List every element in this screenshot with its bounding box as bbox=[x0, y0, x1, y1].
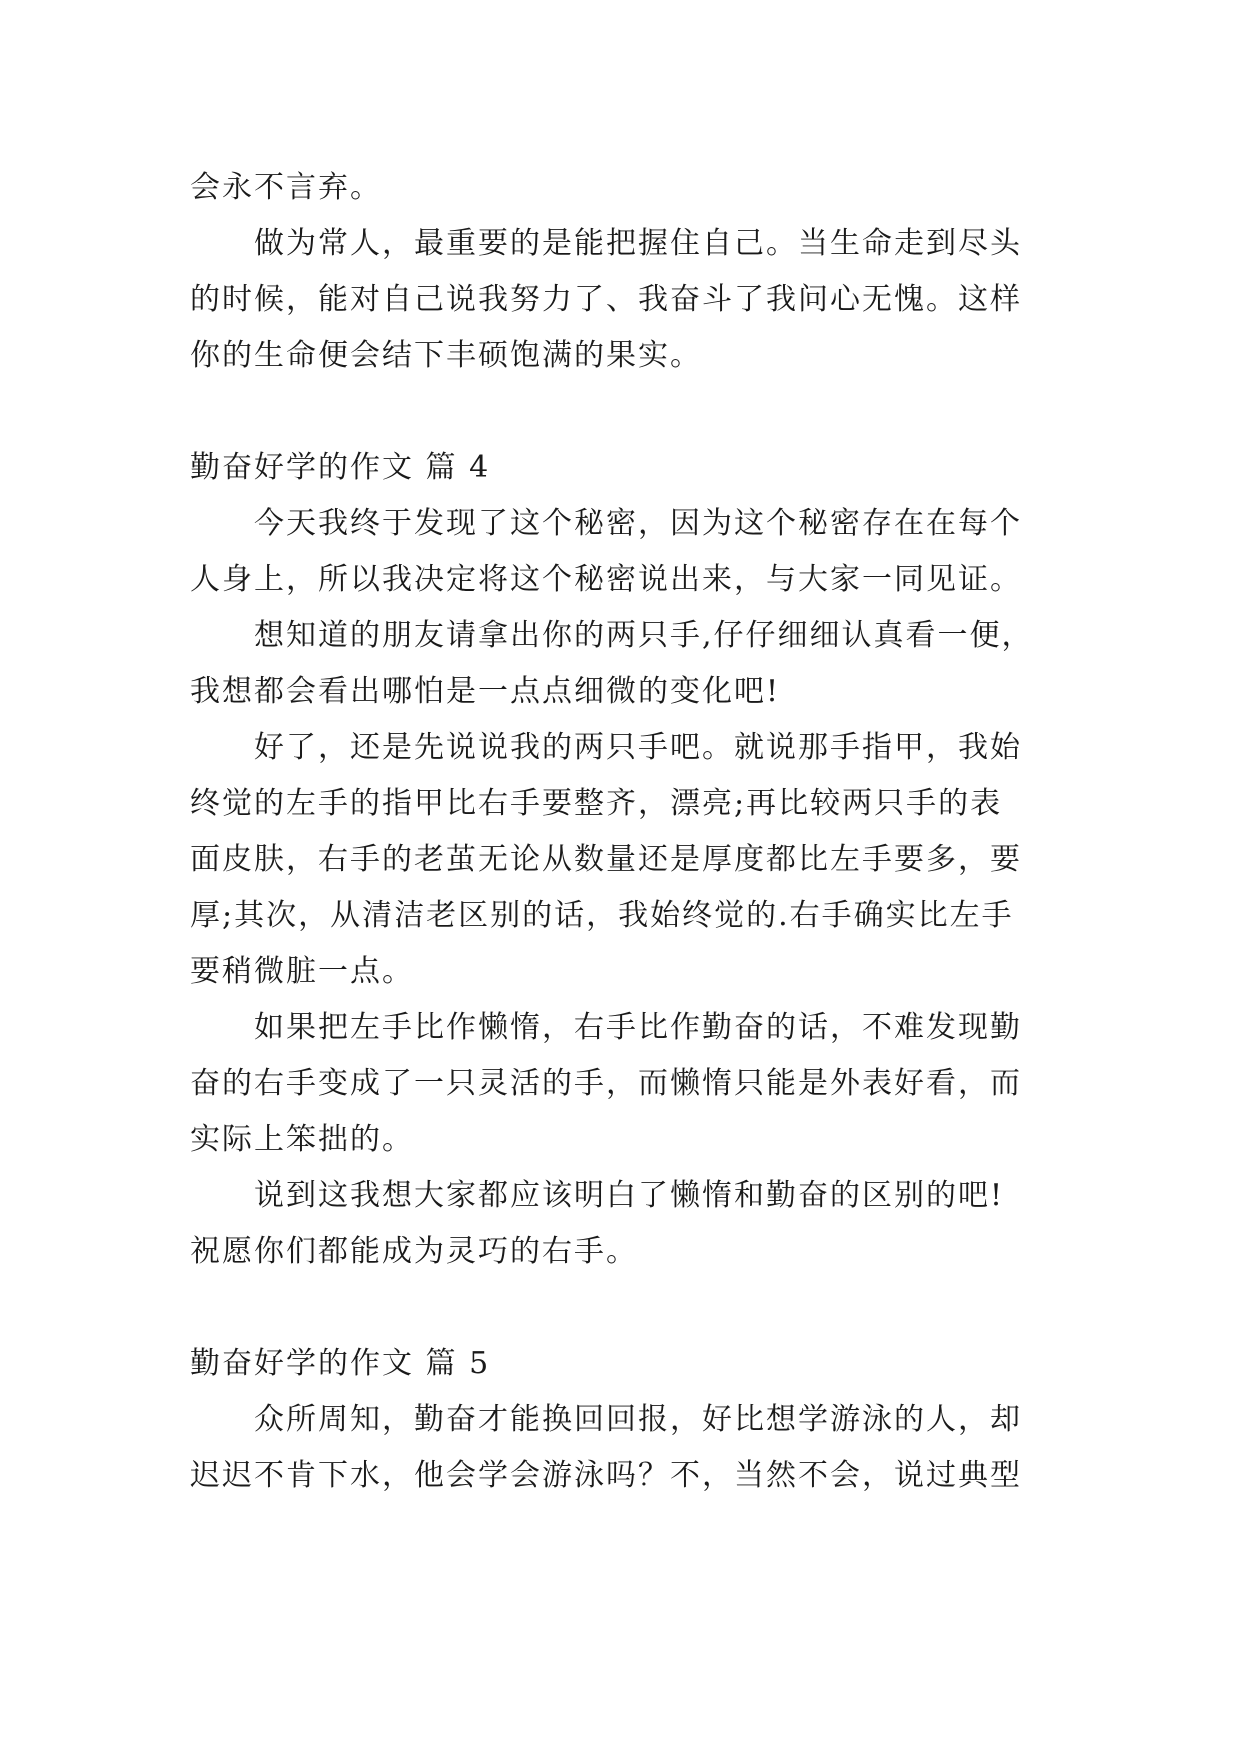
text-line: 你的生命便会结下丰硕饱满的果实。 bbox=[190, 338, 702, 373]
text-line: 实际上笨拙的。 bbox=[190, 1122, 414, 1157]
text-line: 我想都会看出哪怕是一点点细微的变化吧! bbox=[190, 674, 781, 709]
text-line: 终觉的左手的指甲比右手要整齐，漂亮;再比较两只手的表 bbox=[190, 786, 1003, 821]
text-line: 要稍微脏一点。 bbox=[190, 954, 414, 989]
spacer bbox=[190, 1280, 1060, 1336]
text-line: 迟迟不肯下水，他会学会游泳吗？不，当然不会，说过典型 bbox=[190, 1458, 1022, 1493]
document-page bbox=[190, 160, 1060, 1504]
text-line: 面皮肤，右手的老茧无论从数量还是厚度都比左手要多，要 bbox=[190, 842, 1022, 877]
text-line: 人身上，所以我决定将这个秘密说出来，与大家一同见证。 bbox=[190, 562, 1022, 597]
section-heading: 勤奋好学的作文 篇 4 bbox=[190, 450, 491, 485]
text-line: 想知道的朋友请拿出你的两只手,仔仔细细认真看一便， bbox=[254, 618, 1034, 653]
text-line: 说到这我想大家都应该明白了懒惰和勤奋的区别的吧! bbox=[254, 1178, 1005, 1213]
text-line: 奋的右手变成了一只灵活的手，而懒惰只能是外表好看，而 bbox=[190, 1066, 1022, 1101]
text-line: 会永不言弃。 bbox=[190, 170, 382, 205]
section-heading: 勤奋好学的作文 篇 5 bbox=[190, 1346, 491, 1381]
text-line: 如果把左手比作懒惰，右手比作勤奋的话，不难发现勤 bbox=[254, 1010, 1022, 1045]
text-line: 做为常人，最重要的是能把握住自己。当生命走到尽头 bbox=[254, 226, 1022, 261]
text-line: 的时候，能对自己说我努力了、我奋斗了我问心无愧。这样 bbox=[190, 282, 1022, 317]
text-line: 今天我终于发现了这个秘密，因为这个秘密存在在每个 bbox=[254, 506, 1022, 541]
text-line: 好了，还是先说说我的两只手吧。就说那手指甲，我始 bbox=[254, 730, 1022, 765]
spacer bbox=[190, 384, 1060, 440]
text-line: 厚;其次，从清洁老区别的话，我始终觉的.右手确实比左手 bbox=[190, 898, 1014, 933]
text-line: 众所周知，勤奋才能换回回报，好比想学游泳的人，却 bbox=[254, 1402, 1022, 1437]
text-line: 祝愿你们都能成为灵巧的右手。 bbox=[190, 1234, 638, 1269]
